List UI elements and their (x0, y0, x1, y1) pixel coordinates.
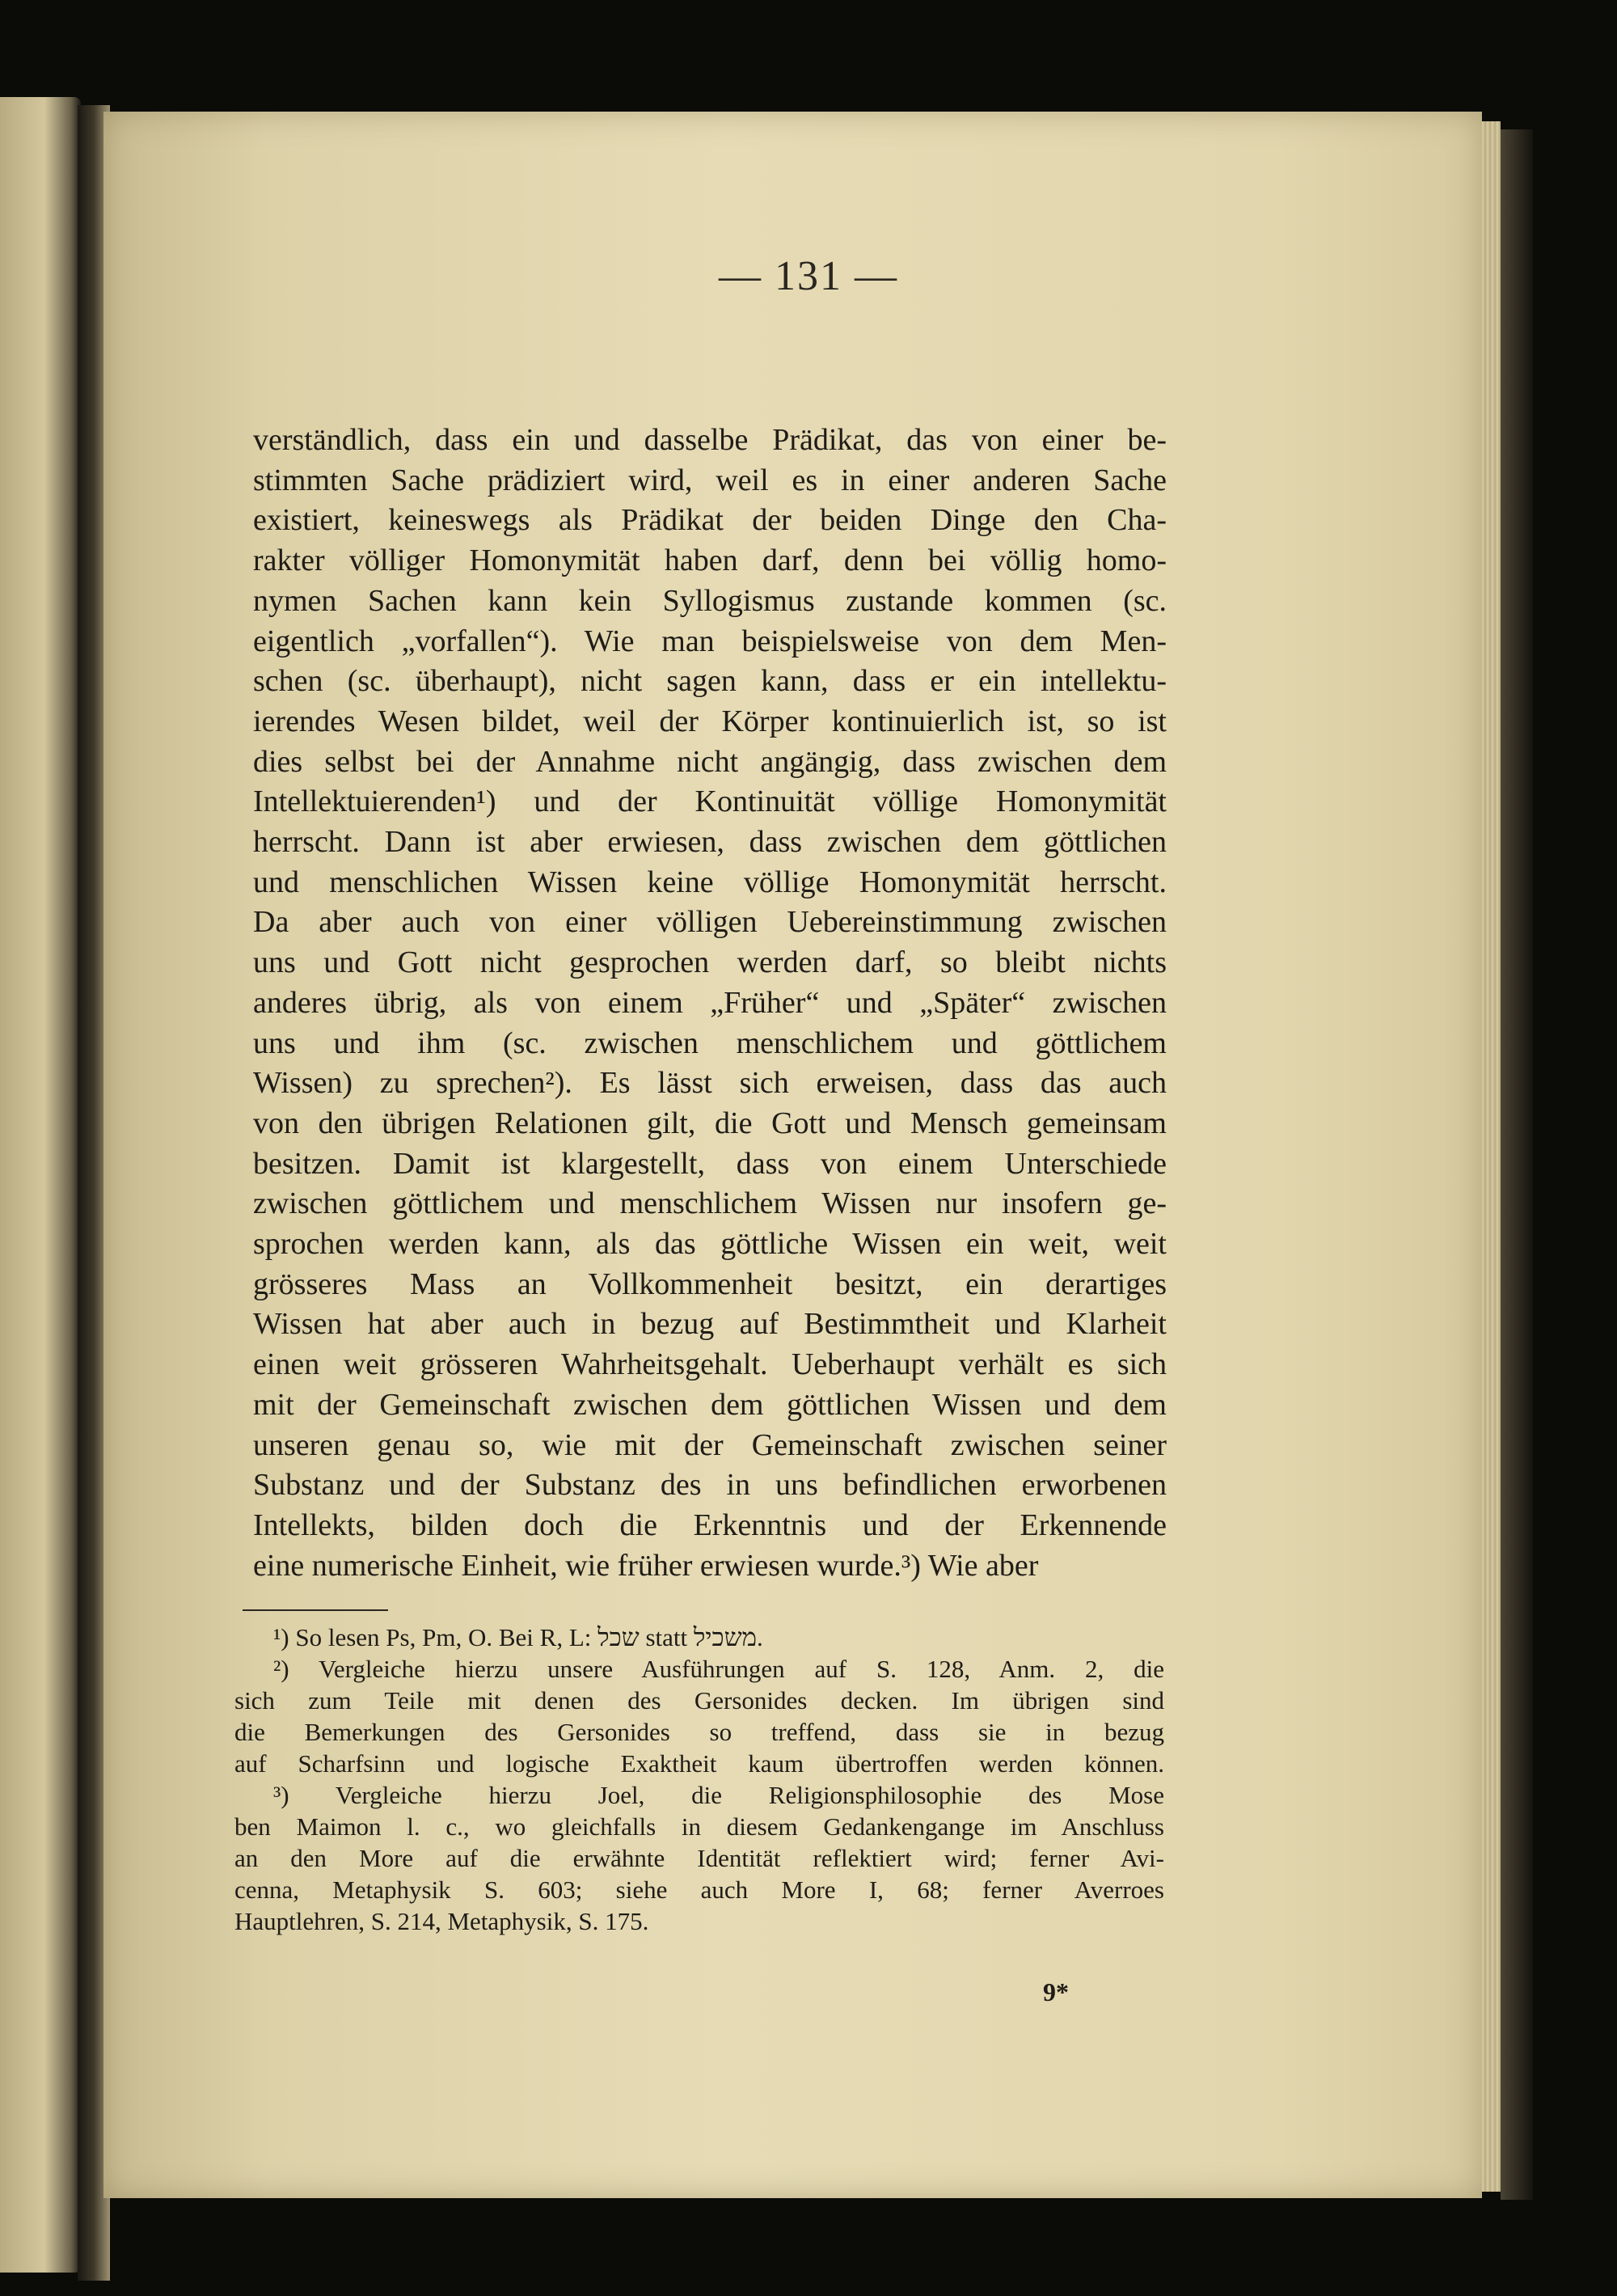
footnote-line: ³) Vergleiche hierzu Joel, die Religionsphilosophie des Mose (273, 1781, 1164, 1809)
body-line: Wissen) zu sprechen²). Es lässt sich erweisen, dass das auch (253, 1066, 1167, 1101)
body-line: stimmten Sache prädiziert wird, weil es in einer anderen Sache (253, 463, 1167, 497)
body-text (253, 421, 1167, 1586)
body-line: einen weit grösseren Wahrheitsgehalt. Ueberhaupt verhält es sich (253, 1347, 1167, 1382)
body-line: anderes übrig, als von einem „Früher“ und „Später“ zwischen (253, 985, 1167, 1020)
body-line: schen (sc. überhaupt), nicht sagen kann, dass er ein intellektu- (253, 664, 1167, 699)
body-line: und menschlichen Wissen keine völlige Homonymität herrscht. (253, 865, 1167, 899)
body-line: sprochen werden kann, als das göttliche Wissen ein weit, weit (253, 1227, 1167, 1262)
footnote-line: ²) Vergleiche hierzu unsere Ausführungen auf S. 128, Anm. 2, die (273, 1655, 1164, 1683)
body-line: rakter völliger Homonymität haben darf, denn bei völlig homo- (253, 543, 1167, 578)
body-line: dies selbst bei der Annahme nicht angängig, dass zwischen dem (253, 744, 1167, 779)
body-line: herrscht. Dann ist aber erwiesen, dass zwischen dem göttlichen (253, 825, 1167, 860)
footnote-divider (243, 1609, 388, 1611)
body-line: grösseres Mass an Vollkommenheit besitzt, ein derartiges (253, 1266, 1167, 1301)
body-line: besitzen. Damit ist klargestellt, dass von einem Unterschiede (253, 1146, 1167, 1181)
body-line: Intellekts, bilden doch die Erkenntnis und der Erkennende (253, 1507, 1167, 1542)
body-line: mit der Gemeinschaft zwischen dem göttlichen Wissen und dem (253, 1387, 1167, 1422)
body-line: existiert, keineswegs als Prädikat der beiden Dinge den Cha- (253, 503, 1167, 538)
page-number: — 131 — (719, 253, 898, 299)
footnote-line: cenna, Metaphysik S. 603; siehe auch More I, 68; ferner Averroes (234, 1875, 1164, 1904)
body-line: Wissen hat aber auch in bezug auf Bestimmtheit und Klarheit (253, 1307, 1167, 1342)
footnote-line: Hauptlehren, S. 214, Metaphysik, S. 175. (234, 1907, 649, 1935)
body-line: Intellektuierenden¹) und der Kontinuität völlige Homonymität (253, 784, 1167, 819)
body-line: eigentlich „vorfallen“). Wie man beispielsweise von dem Men- (253, 624, 1167, 658)
body-line: unseren genau so, wie mit der Gemeinschaft zwischen seiner (253, 1427, 1167, 1462)
body-line: verständlich, dass ein und dasselbe Prädikat, das von einer be- (253, 423, 1167, 457)
footnotes (234, 1622, 1164, 1937)
previous-page-edge (0, 97, 81, 2273)
body-line: eine numerische Einheit, wie früher erwiesen wurde.³) Wie aber (253, 1548, 1039, 1583)
footnote-line: die Bemerkungen des Gersonides so treffend, dass sie in bezug (234, 1718, 1164, 1746)
body-line: von den übrigen Relationen gilt, die Gott und Mensch gemeinsam (253, 1106, 1167, 1140)
body-line: Substanz und der Substanz des in uns befindlichen erworbenen (253, 1468, 1167, 1503)
body-line: uns und ihm (sc. zwischen menschlichem und göttlichem (253, 1025, 1167, 1060)
footnote-line: sich zum Teile mit denen des Gersonides decken. Im übrigen sind (234, 1686, 1164, 1715)
book-cover-edge (1501, 129, 1533, 2200)
signature-mark: 9* (1043, 1977, 1069, 2006)
body-line: ierendes Wesen bildet, weil der Körper kontinuierlich ist, so ist (253, 704, 1167, 738)
body-line: nymen Sachen kann kein Syllogismus zustande kommen (sc. (253, 583, 1167, 618)
body-line: zwischen göttlichem und menschlichem Wissen nur insofern ge- (253, 1186, 1167, 1221)
body-line: Da aber auch von einer völligen Uebereinstimmung zwischen (253, 905, 1167, 940)
footnote-line: auf Scharfsinn und logische Exaktheit kaum übertroffen werden können. (234, 1749, 1164, 1778)
footnote-line: ben Maimon l. c., wo gleichfalls in diesem Gedankengange im Anschluss (234, 1812, 1164, 1841)
body-line: uns und Gott nicht gesprochen werden darf, so bleibt nichts (253, 945, 1167, 980)
footnote-line: an den More auf die erwähnte Identität reflektiert wird; ferner Avi- (234, 1844, 1164, 1872)
footnote-line: ¹) So lesen Ps, Pm, O. Bei R, L: שכל statt משכיל. (273, 1623, 763, 1651)
